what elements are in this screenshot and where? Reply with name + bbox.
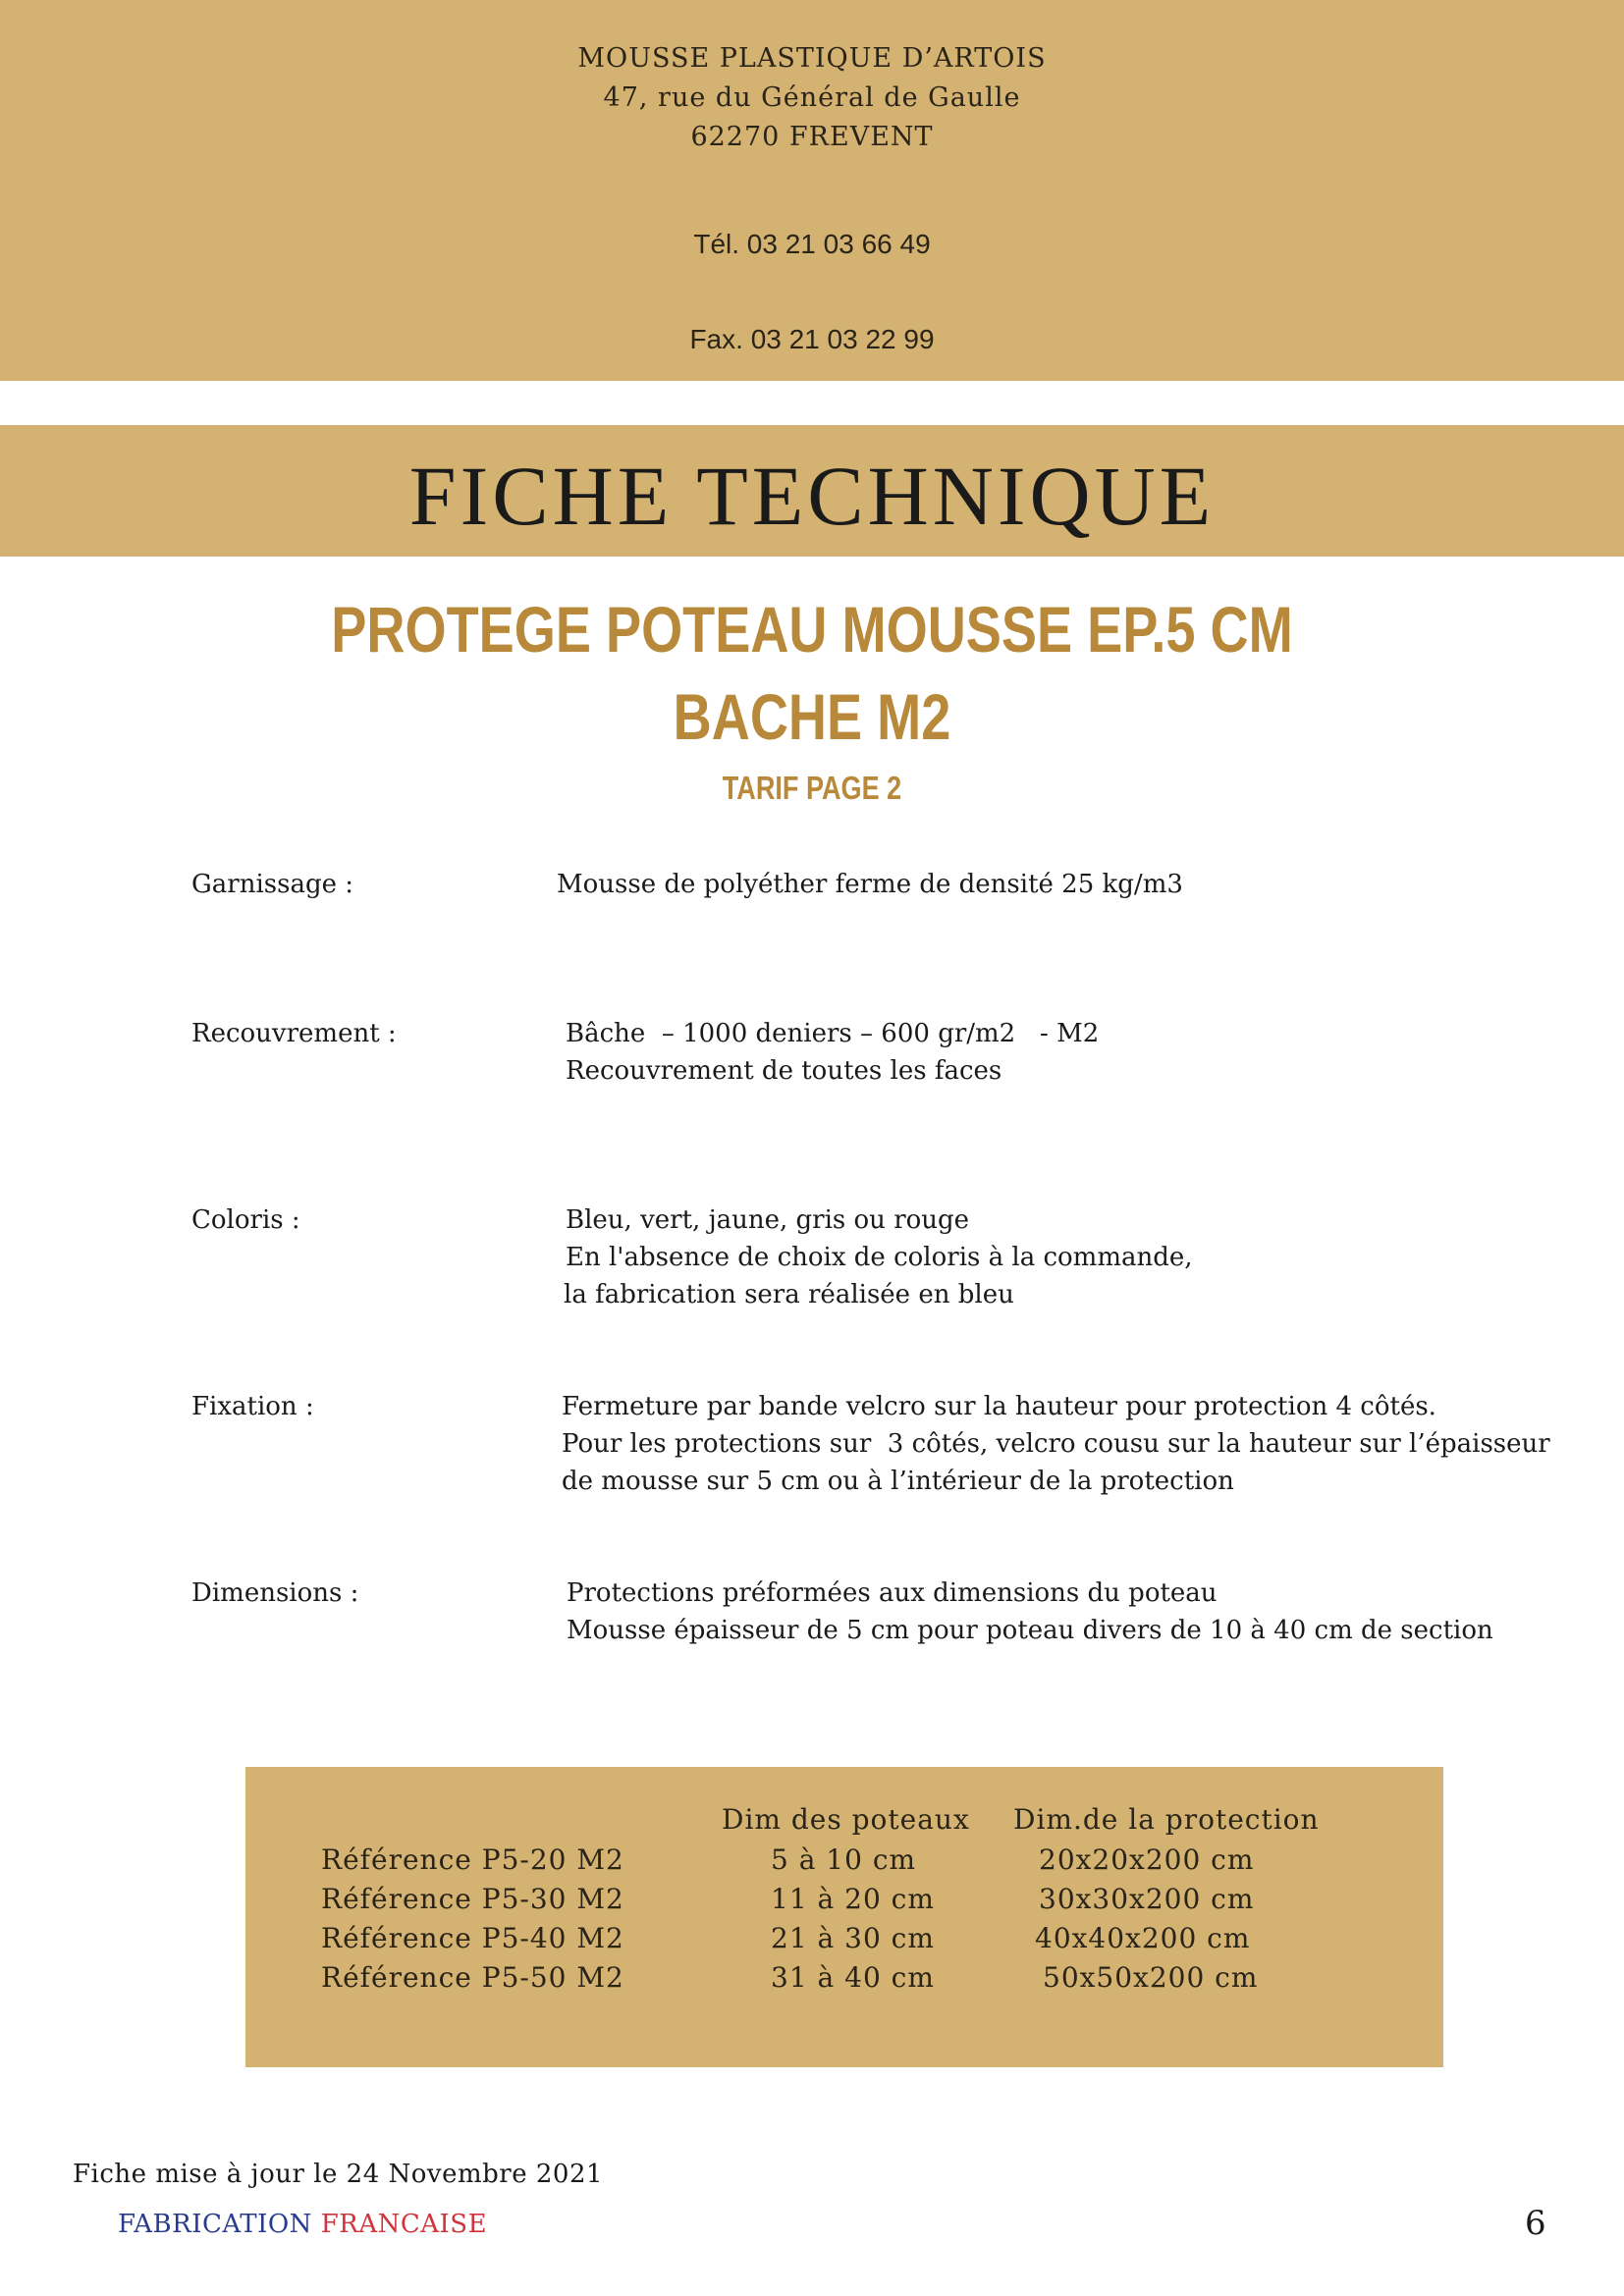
company-phone: Tél. 03 21 03 66 49 xyxy=(693,229,931,259)
francaise-word: FRANCAISE xyxy=(320,2210,488,2239)
product-title-line2: BACHE M2 xyxy=(673,680,951,753)
spec-coloris-line: Bleu, vert, jaune, gris ou rouge xyxy=(566,1205,970,1235)
tarif-note: TARIF PAGE 2 xyxy=(722,770,902,806)
spec-fixation-line: de mousse sur 5 cm ou à l’intérieur de la protection xyxy=(562,1467,1234,1496)
spec-garnissage-line: Mousse de polyéther ferme de densité 25 kg/m3 xyxy=(557,870,1183,899)
table-cell-dim-protection: 20x20x200 cm xyxy=(1039,1843,1255,1876)
spec-coloris-line: En l'absence de choix de coloris à la commande, xyxy=(566,1243,1193,1272)
spec-dimensions-line: Protections préformées aux dimensions du poteau xyxy=(567,1578,1218,1608)
table-cell-reference: Référence P5-30 M2 xyxy=(321,1883,624,1915)
table-cell-dim-poteau: 5 à 10 cm xyxy=(771,1843,917,1876)
page-number: 6 xyxy=(1525,2204,1546,2243)
table-cell-dim-poteau: 11 à 20 cm xyxy=(771,1883,935,1915)
spec-label-dimensions: Dimensions : xyxy=(191,1578,359,1608)
table-cell-reference: Référence P5-40 M2 xyxy=(321,1922,624,1954)
spec-recouvrement-line: Recouvrement de toutes les faces xyxy=(566,1056,1002,1086)
table-header-protection: Dim.de la protection xyxy=(1013,1803,1320,1836)
table-cell-reference: Référence P5-50 M2 xyxy=(321,1961,624,1994)
spec-fixation-line: Fermeture par bande velcro sur la hauteur pour protection 4 côtés. xyxy=(562,1392,1436,1421)
spec-label-garnissage: Garnissage : xyxy=(191,870,354,899)
table-cell-dim-protection: 40x40x200 cm xyxy=(1035,1922,1251,1954)
update-date: Fiche mise à jour le 24 Novembre 2021 xyxy=(73,2160,604,2189)
table-cell-dim-protection: 30x30x200 cm xyxy=(1039,1883,1255,1915)
spec-recouvrement-line: Bâche – 1000 deniers – 600 gr/m2 - M2 xyxy=(566,1019,1100,1048)
fabrication-francaise xyxy=(118,2210,487,2239)
spec-coloris-line: la fabrication sera réalisée en bleu xyxy=(564,1280,1014,1309)
table-cell-reference: Référence P5-20 M2 xyxy=(321,1843,624,1876)
company-name: MOUSSE PLASTIQUE D’ARTOIS xyxy=(577,43,1047,74)
fabrication-word: FABRICATION xyxy=(118,2210,312,2239)
table-cell-dim-protection: 50x50x200 cm xyxy=(1043,1961,1259,1994)
spec-fixation-line: Pour les protections sur 3 côtés, velcro cousu sur la hauteur sur l’épaisseur xyxy=(562,1429,1550,1459)
spec-label-coloris: Coloris : xyxy=(191,1205,300,1235)
spec-label-recouvrement: Recouvrement : xyxy=(191,1019,397,1048)
spec-dimensions-line: Mousse épaisseur de 5 cm pour poteau divers de 10 à 40 cm de section xyxy=(567,1616,1493,1645)
table-cell-dim-poteau: 21 à 30 cm xyxy=(771,1922,935,1954)
company-fax: Fax. 03 21 03 22 99 xyxy=(689,324,935,354)
page-title: FICHE TECHNIQUE xyxy=(408,449,1216,543)
spec-label-fixation: Fixation : xyxy=(191,1392,314,1421)
company-city: 62270 FREVENT xyxy=(690,122,934,152)
product-title-line1: PROTEGE POTEAU MOUSSE EP.5 CM xyxy=(331,593,1293,666)
company-street: 47, rue du Général de Gaulle xyxy=(603,82,1021,113)
table-cell-dim-poteau: 31 à 40 cm xyxy=(771,1961,935,1994)
table-header-poteaux: Dim des poteaux xyxy=(722,1803,970,1836)
